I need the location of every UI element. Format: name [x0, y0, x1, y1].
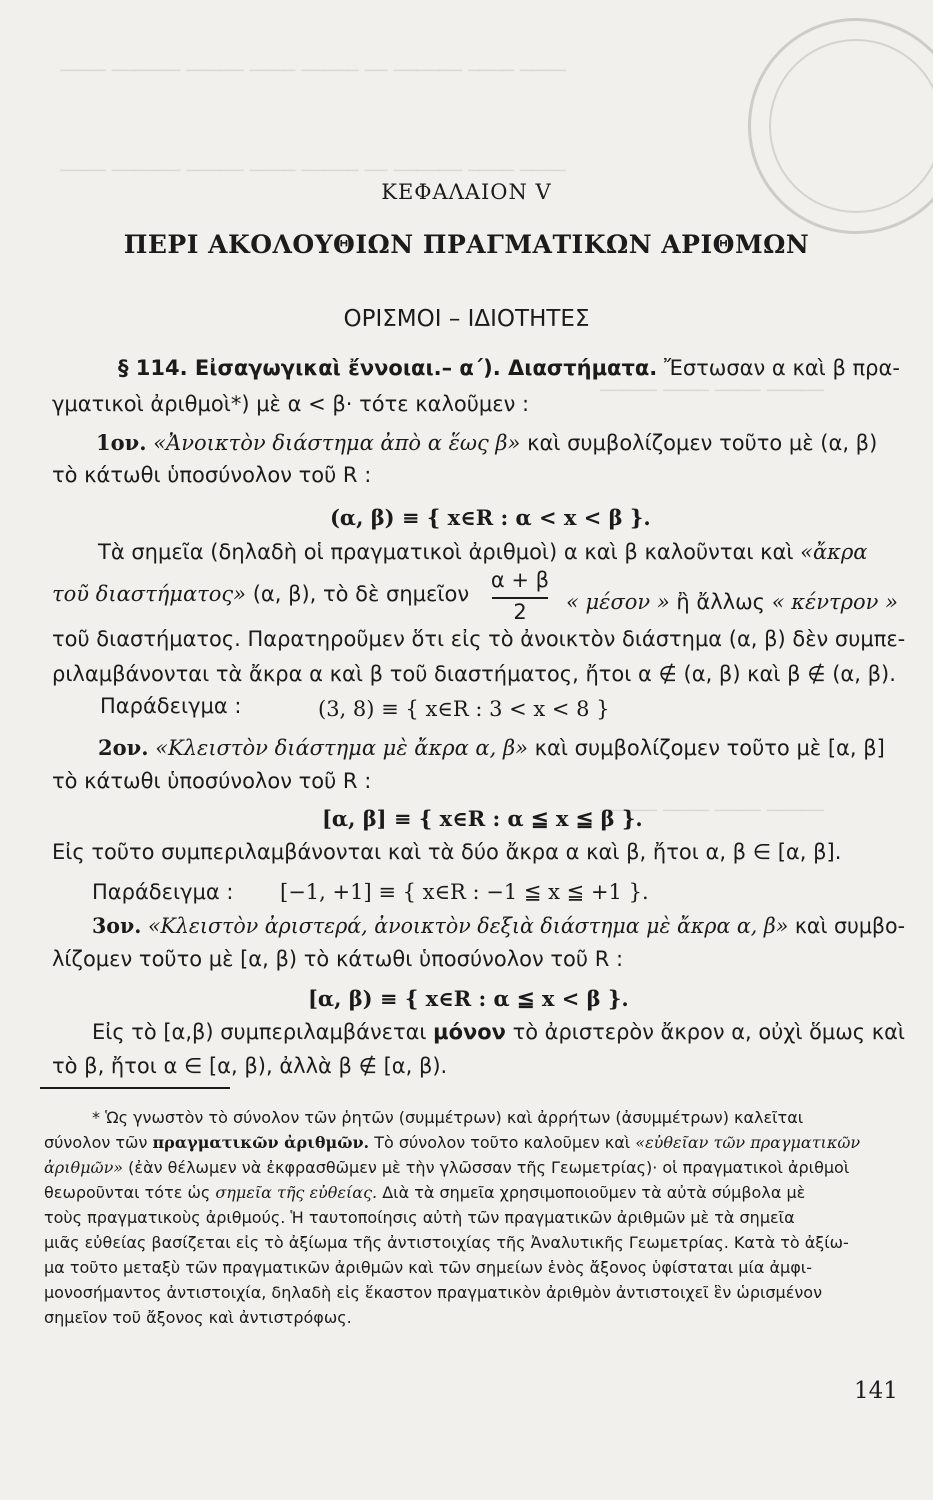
definition-3-paragraph: [92, 1020, 905, 1044]
example-2-formula: [−1, +1] ≡ { x∈R : −1 ≦ x ≦ +1 }.: [280, 880, 649, 904]
paragraph-text: ἢ ἄλλως: [676, 590, 765, 614]
show-through-text: ──── ────── ───── ──── ───── ── ────── ──── ────: [60, 60, 566, 82]
midpoint-fraction-denominator: 2: [513, 600, 527, 624]
footnote-line: * Ὡς γνωστὸν τὸ σύνολον τῶν ῥητῶν (συμμέτρων) καὶ ἀρρήτων (ἀσυμμέτρων) καλεῖται: [92, 1108, 804, 1127]
definition-1-paragraph: τοῦ διαστήματος. Παρατηροῦμεν ὅτι εἰς τὸ ἀνοικτὸν διάστημα (α, β) δὲν συμπε-: [52, 627, 906, 651]
definition-1-paragraph: [566, 590, 898, 614]
definition-1-label: 1ον.: [96, 430, 147, 455]
italic-term: « μέσον »: [566, 590, 670, 614]
section-text: Ἔστωσαν α καὶ β πρα-: [663, 356, 900, 380]
example-2-label: Παράδειγμα :: [92, 880, 234, 904]
footnote-line: σημεῖον τοῦ ἄξονος καὶ ἀντιστρόφως.: [44, 1308, 352, 1327]
footnote-line: [44, 1183, 805, 1202]
footnote-divider: [40, 1087, 230, 1089]
paragraph-text: Εἰς τὸ [α,β) συμπεριλαμβάνεται: [92, 1020, 427, 1044]
definition-3-term: «Κλειστὸν ἀριστερά, ἀνοικτὸν δεξιὰ διάστημα μὲ ἄκρα α, β»: [147, 914, 789, 938]
definition-2-formula: [α, β] ≡ { x∈R : α ≦ x ≦ β }.: [322, 806, 643, 831]
definition-3-line: [92, 913, 905, 938]
definition-2-term: «Κλειστὸν διάστημα μὲ ἄκρα α, β»: [155, 736, 528, 760]
definition-1-text: καὶ συμβολίζομεν τοῦτο μὲ (α, β): [527, 431, 878, 455]
footnote-line: μιᾶς εὐθείας βασίζεται εἰς τὸ ἀξίωμα τῆς ἀντιστοιχίας τῆς Ἀναλυτικῆς Γεωμετρίας. Κατὰ τὸ ἀξίω-: [44, 1233, 849, 1252]
definition-3-text: καὶ συμβο-: [794, 914, 906, 938]
definition-1-formula: (α, β) ≡ { x∈R : α < x < β }.: [330, 505, 651, 530]
footnote-text: σύνολον τῶν: [44, 1133, 148, 1152]
definition-1-paragraph: ριλαμβάνονται τὰ ἄκρα α καὶ β τοῦ διαστήματος, ἤτοι α ∉ (α, β) καὶ β ∉ (α, β).: [52, 662, 896, 686]
footnote-line: μονοσήμαντος ἀντιστοιχία, δηλαδὴ εἰς ἕκαστον πραγματικὸν ἀριθμὸν ἀντιστοιχεῖ ἓν ὡρισμένον: [44, 1283, 823, 1302]
definition-2-text: καὶ συμβολίζομεν τοῦτο μὲ [α, β]: [534, 736, 885, 760]
footnote-text: Τὸ σύνολον τοῦτο καλοῦμεν καὶ: [374, 1133, 631, 1152]
chapter-title: ΠΕΡΙ ΑΚΟΛΟΥΘΙΩΝ ΠΡΑΓΜΑΤΙΚΩΝ ΑΡΙΘΜΩΝ: [123, 230, 810, 259]
section-subtitle: ΟΡΙΣΜΟΙ – ΙΔΙΟΤΗΤΕΣ: [343, 306, 590, 332]
footnote-line: τοὺς πραγματικοὺς ἀριθμούς. Ἡ ταυτοποίησις αὐτὴ τῶν πραγματικῶν ἀριθμῶν μὲ τὰ σημεῖα: [44, 1208, 795, 1227]
definition-2-line: [98, 735, 885, 760]
page-number: 141: [854, 1378, 898, 1404]
definition-3-text: λίζομεν τοῦτο μὲ [α, β) τὸ κάτωθι ὑποσύνολον τοῦ R :: [52, 947, 624, 971]
example-1-formula: (3, 8) ≡ { x∈R : 3 < x < 8 }: [318, 697, 610, 721]
show-through-text: ───── ──── ──── ─────: [600, 800, 825, 822]
definition-1-line: [96, 430, 877, 455]
definition-3-label: 3ον.: [92, 913, 142, 938]
fraction-bar: [492, 597, 548, 599]
paragraph-text: (α, β), τὸ δὲ σημεῖον: [252, 582, 470, 606]
section-heading: § 114. Εἰσαγωγικαὶ ἔννοιαι.– α΄). Διαστήματα.: [118, 356, 658, 380]
italic-term: τοῦ διαστήματος»: [52, 582, 246, 606]
footnote-line: [44, 1158, 849, 1177]
show-through-text: ──── ────── ───── ──── ───── ── ────── ──── ────: [60, 160, 566, 182]
footnote-italic: ἀριθμῶν»: [44, 1158, 124, 1177]
paragraph-text: τὸ ἀριστερὸν ἄκρον α, οὐχὶ ὅμως καὶ: [512, 1020, 905, 1044]
footnote-emphasis: πραγματικῶν ἀριθμῶν.: [152, 1133, 370, 1152]
definition-2-text: τὸ κάτωθι ὑποσύνολον τοῦ R :: [52, 769, 372, 793]
definition-1-paragraph: [52, 582, 469, 606]
footnote-italic: σημεῖα τῆς εὐθείας.: [215, 1183, 378, 1202]
definition-1-term: «Ἀνοικτὸν διάστημα ἀπὸ α ἕως β»: [153, 431, 521, 455]
example-1-label: Παράδειγμα :: [100, 694, 242, 718]
definition-2-label: 2ον.: [98, 735, 149, 760]
definition-3-formula: [α, β) ≡ { x∈R : α ≦ x < β }.: [308, 986, 629, 1011]
emphasis-text: μόνον: [433, 1020, 506, 1044]
italic-term: « κέντρον »: [771, 590, 898, 614]
show-through-text: ───── ──── ──── ─────: [600, 380, 825, 402]
definition-1-paragraph: [98, 540, 867, 564]
section-heading-line: [118, 356, 900, 380]
footnote-text: θεωροῦνται τότε ὡς: [44, 1183, 211, 1202]
italic-term: «ἄκρα: [800, 540, 868, 564]
section-text: γματικοὶ ἀριθμοὶ*) μὲ α < β· τότε καλοῦμεν :: [52, 392, 530, 416]
midpoint-fraction-numerator: α + β: [490, 568, 550, 592]
paragraph-text: Τὰ σημεῖα (δηλαδὴ οἱ πραγματικοὶ ἀριθμοὶ) α καὶ β καλοῦνται καὶ: [98, 540, 794, 564]
definition-3-paragraph: τὸ β, ἤτοι α ∈ [α, β), ἀλλὰ β ∉ [α, β).: [52, 1054, 448, 1078]
definition-1-text: τὸ κάτωθι ὑποσύνολον τοῦ R :: [52, 463, 372, 487]
footnote-line: μα τοῦτο μεταξὺ τῶν πραγματικῶν ἀριθμῶν καὶ τῶν σημείων ἑνὸς ἄξονος ὑφίσταται μία ἀμφι-: [44, 1258, 812, 1277]
footnote-italic: «εὐθεῖαν τῶν πραγματικῶν: [635, 1133, 861, 1152]
footnote-line: [44, 1133, 860, 1152]
chapter-heading: ΚΕΦΑΛΑΙΟΝ V: [381, 180, 552, 204]
footnote-text: (ἐὰν θέλωμεν νὰ ἐκφρασθῶμεν μὲ τὴν γλῶσσαν τῆς Γεωμετρίας)· οἱ πραγματικοὶ ἀριθμοὶ: [128, 1158, 850, 1177]
footnote-text: Διὰ τὰ σημεῖα χρησιμοποιοῦμεν τὰ αὐτὰ σύμβολα μὲ: [382, 1183, 806, 1202]
definition-2-paragraph: Εἰς τοῦτο συμπεριλαμβάνονται καὶ τὰ δύο ἄκρα α καὶ β, ἤτοι α, β ∈ [α, β].: [52, 840, 842, 864]
